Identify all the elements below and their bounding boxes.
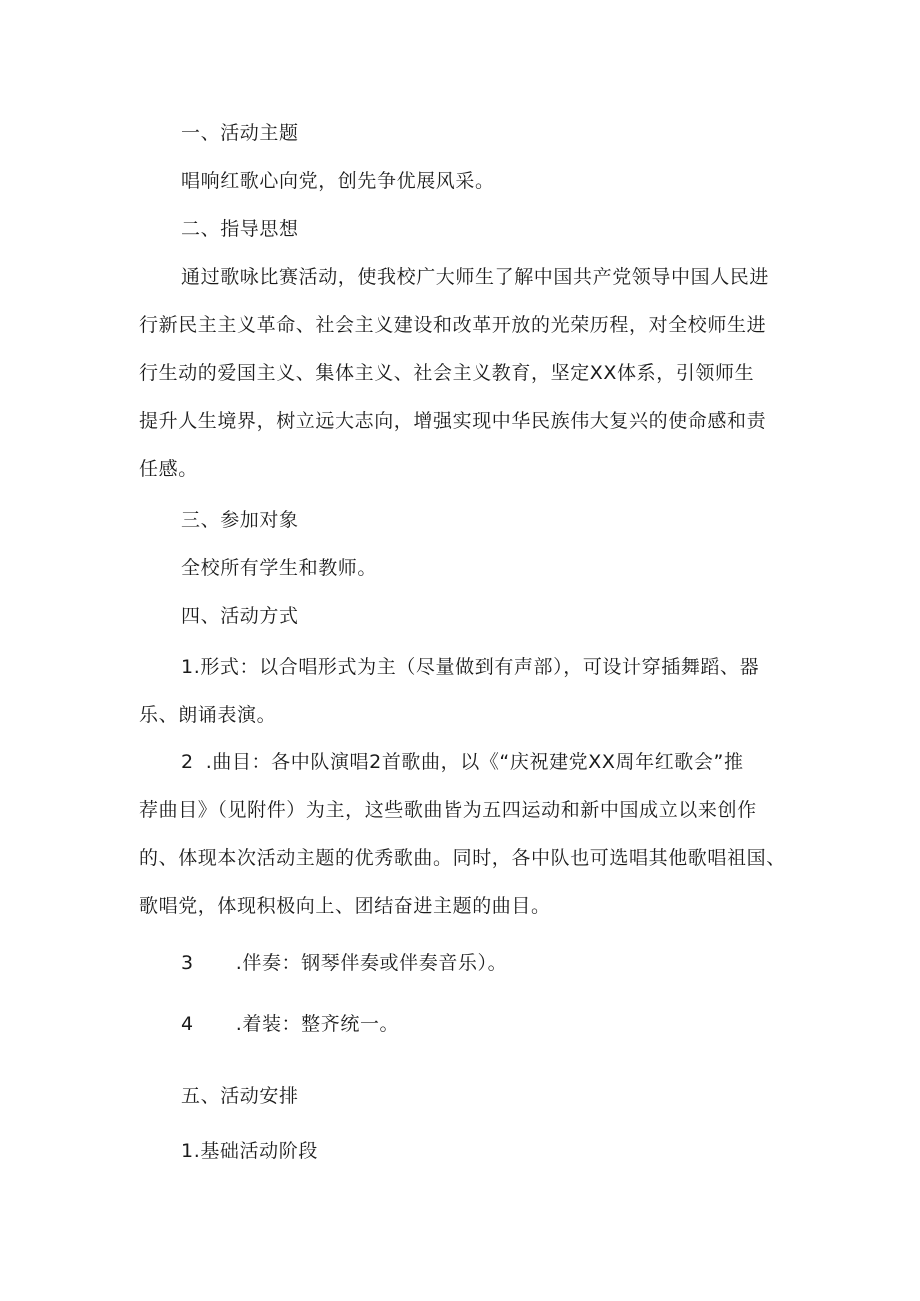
list-item-line: 的、体现本次活动主题的优秀歌曲。同时，各中队也可选唱其他歌唱祖国、 <box>139 847 786 869</box>
list-item-number: 3 <box>181 952 194 974</box>
list-item-number: 2 <box>181 751 194 773</box>
paragraph-line: 行新民主主义革命、社会主义建设和改革开放的光荣历程，对全校师生进 <box>139 314 767 336</box>
list-item-line: 1.形式：以合唱形式为主（尽量做到有声部），可设计穿插舞蹈、器 <box>181 656 760 678</box>
list-item-line <box>181 1012 399 1036</box>
section-heading: 二、指导思想 <box>181 218 299 240</box>
section-heading: 四、活动方式 <box>181 605 299 627</box>
list-item-line: 荐曲目》（见附件）为主，这些歌曲皆为五四运动和新中国成立以来创作 <box>139 799 757 821</box>
list-item-line: 1.基础活动阶段 <box>181 1140 318 1162</box>
list-item-text: .着装：整齐统一。 <box>235 1013 400 1035</box>
list-item-text: .曲目：各中队演唱2首歌曲，以《“庆祝建党XX周年红歌会”推 <box>205 751 744 773</box>
paragraph-line: 任感。 <box>139 458 198 480</box>
section-heading: 五、活动安排 <box>181 1085 299 1107</box>
section-heading: 三、参加对象 <box>181 509 299 531</box>
paragraph: 唱响红歌心向党，创先争优展风采。 <box>181 170 495 192</box>
paragraph: 全校所有学生和教师。 <box>181 557 378 579</box>
list-item-line <box>181 750 744 774</box>
list-item-number: 4 <box>181 1013 194 1035</box>
list-item-line: 乐、朗诵表演。 <box>139 704 277 726</box>
paragraph-line: 提升人生境界，树立远大志向，增强实现中华民族伟大复兴的使命感和责 <box>139 410 767 432</box>
paragraph-line: 通过歌咏比赛活动，使我校广大师生了解中国共产党领导中国人民进 <box>181 266 770 288</box>
list-item-text: .伴奏：钢琴伴奏或伴奏音乐）。 <box>235 952 508 974</box>
list-item-line <box>181 951 507 975</box>
list-item-line: 歌唱党，体现积极向上、团结奋进主题的曲目。 <box>139 895 551 917</box>
paragraph-line: 行生动的爱国主义、集体主义、社会主义教育，坚定XX体系，引领师生 <box>139 362 755 384</box>
section-heading: 一、活动主题 <box>181 122 299 144</box>
